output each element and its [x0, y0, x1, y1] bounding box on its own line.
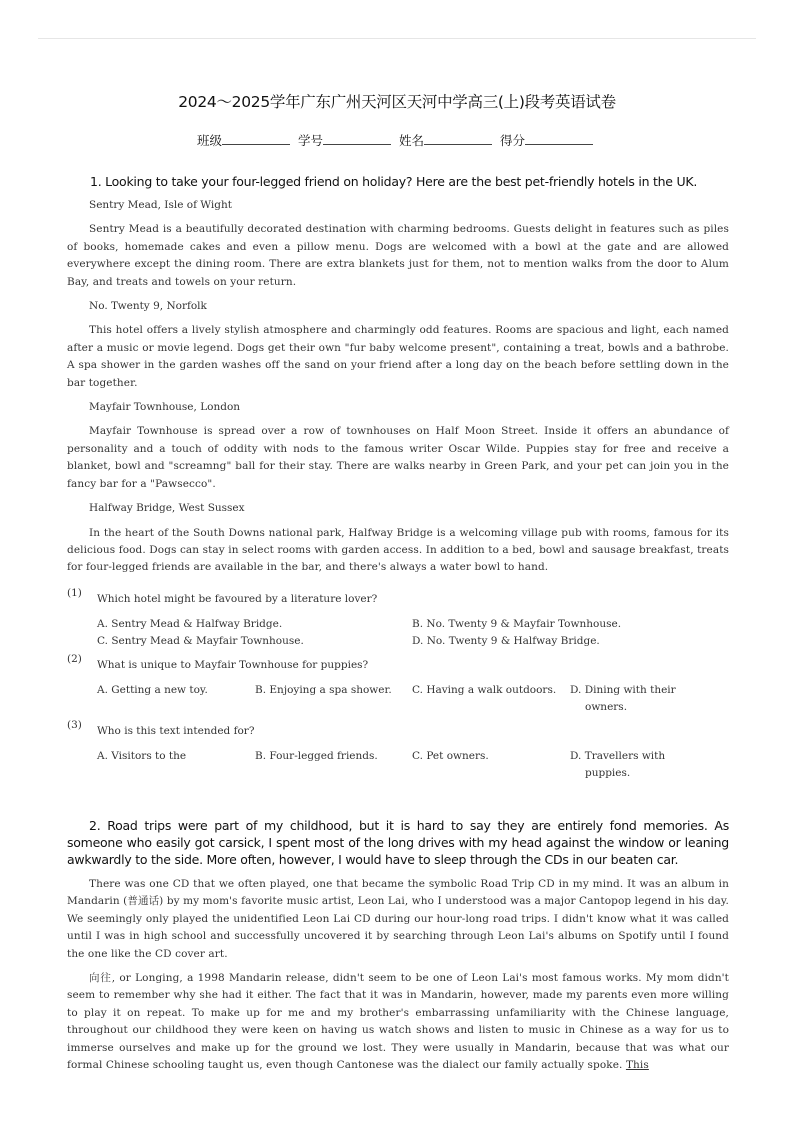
hotel-name: Sentry Mead, Isle of Wight [89, 199, 232, 211]
subq2-option-d-cont[interactable]: owners. [585, 701, 628, 713]
subq3-option-c[interactable]: C. Pet owners. [412, 750, 489, 762]
subq3-number: (3) [67, 719, 82, 731]
subq1-option-c[interactable]: C. Sentry Mead & Mayfair Townhouse. [97, 635, 304, 647]
subq1-stem: Which hotel might be favoured by a literature lover? [97, 593, 378, 605]
hotel-description: Mayfair Townhouse is spread over a row of townhouses on Half Moon Street. Inside it offers an abundance of personality and a touch of oddity with nods to the famous writer Oscar Wilde. Puppies stay for free and receive a blanket, bowl and "screamng" ball for their stay. There are walks nearby in Green Park, and your pet can join you in the fancy bar for a "Pawsecco". [67, 425, 729, 490]
subq1-option-b[interactable]: B. No. Twenty 9 & Mayfair Townhouse. [412, 618, 622, 630]
hotel-description: This hotel offers a lively stylish atmosphere and charmingly odd features. Rooms are spacious and light, each named after a music or movie legend. Dogs get their own "fur baby welcome present", containing a treat, bowls and a bathrobe. A spa shower in the garden washes off the sand on your friend after a long day on the beach before settling down in the bar together. [67, 324, 729, 389]
subq2-option-d[interactable]: D. Dining with their [570, 684, 676, 696]
q1-heading-wrap [90, 173, 730, 190]
q2-heading: 2. Road trips were part of my childhood, but it is hard to say they are entirely fond memories. As someone who easily got carsick, I spent most of the long drives with my head against the window or leaning awkwardly to the side. More often, however, I would have to sleep through the CDs in our beaten car. [67, 818, 729, 867]
subq1-number: (1) [67, 587, 82, 599]
student-id-blank[interactable] [323, 133, 391, 145]
subq3-option-a[interactable]: A. Visitors to the [97, 750, 187, 762]
hotel-description: Sentry Mead is a beautifully decorated destination with charming bedrooms. Guests delight in features such as piles of books, homemade cakes and even a pillow menu. Dogs are welcomed with a bowl at the gate and are allowed everywhere except the dining room. There are extra blankets just for them, not to mention walks from the door to Alum Bay, and treats and towels on your return. [67, 223, 729, 288]
subq2-stem: What is unique to Mayfair Townhouse for puppies? [97, 659, 369, 671]
class-blank[interactable] [222, 133, 290, 145]
hotel-name: Mayfair Townhouse, London [89, 401, 241, 414]
name-blank[interactable] [424, 133, 492, 145]
subq2-option-c[interactable]: C. Having a walk outdoors. [412, 684, 557, 696]
page-title: 2024～2025学年广东广州天河区天河中学高三(上)段考英语试卷 [178, 93, 616, 111]
hotel-name: No. Twenty 9, Norfolk [89, 300, 207, 313]
q2-paragraph [67, 970, 729, 1074]
class-label: 班级 [196, 133, 222, 148]
subq2-option-a[interactable]: A. Getting a new toy. [97, 684, 208, 696]
subq1-option-a[interactable]: A. Sentry Mead & Halfway Bridge. [97, 618, 283, 630]
top-divider [38, 38, 756, 39]
q1-heading: 1. Looking to take your four-legged friend on holiday? Here are the best pet-friendly hotels in the UK. [90, 174, 698, 189]
subq3-option-d-cont[interactable]: puppies. [585, 767, 631, 779]
subq1-option-d[interactable]: D. No. Twenty 9 & Halfway Bridge. [412, 635, 600, 647]
subq3-stem: Who is this text intended for? [97, 725, 255, 737]
subq2-option-b[interactable]: B. Enjoying a spa shower. [255, 684, 392, 696]
q2-paragraph-text: 向往, or Longing, a 1998 Mandarin release, didn't seem to be one of Leon Lai's most famous works. My mom didn't seem to remember why she had it either. The fact that it was in Mandarin, however, made my parents even more willing to play it on repeat. To make up for me and my brother's embarrassing unfamiliarity with the Chinese language, throughout our childhood they were keen on having us watch shows and listen to music in Chinese as a way for us to immerse ourselves and make up for the ground we lost. They were usually in Mandarin, because that was what our formal Chinese schooling taught us, even though Cantonese was the dialect our family actually spoke. [67, 972, 729, 1072]
subq3-option-b[interactable]: B. Four-legged friends. [255, 750, 378, 762]
subq2-number: (2) [67, 653, 82, 665]
score-label: 得分 [499, 133, 525, 148]
hotel-description: In the heart of the South Downs national park, Halfway Bridge is a welcoming village pub with rooms, famous for its delicious food. Dogs can stay in select rooms with garden access. In addition to a bed, bowl and sausage breakfast, treats for four-legged friends are available in the bar, and there's always a water bowl to hand. [67, 526, 729, 574]
q1-passage [67, 197, 729, 577]
hotel-name: Halfway Bridge, West Sussex [89, 502, 245, 515]
subq3-option-d[interactable]: D. Travellers with [570, 750, 666, 762]
student-id-label: 学号 [297, 133, 323, 148]
q2-heading-wrap [67, 817, 729, 868]
student-info-line [0, 131, 794, 149]
q2-passage [67, 876, 729, 1074]
score-blank[interactable] [525, 133, 593, 145]
continue-link[interactable]: This [625, 1059, 649, 1072]
name-label: 姓名 [398, 133, 424, 148]
q2-paragraph: There was one CD that we often played, one that became the symbolic Road Trip CD in my mind. It was an album in Mandarin (普通话) by my mom's favorite music artist, Leon Lai, who I understood was a major Cantopop legend in his day. We seemingly only played the unidentified Leon Lai CD during our hour-long road trips. I didn't know what it was called until I was in high school and successfully uncovered it by searching through Leon Lai's albums on Spotify until I found the one like the CD cover art. [67, 878, 729, 960]
